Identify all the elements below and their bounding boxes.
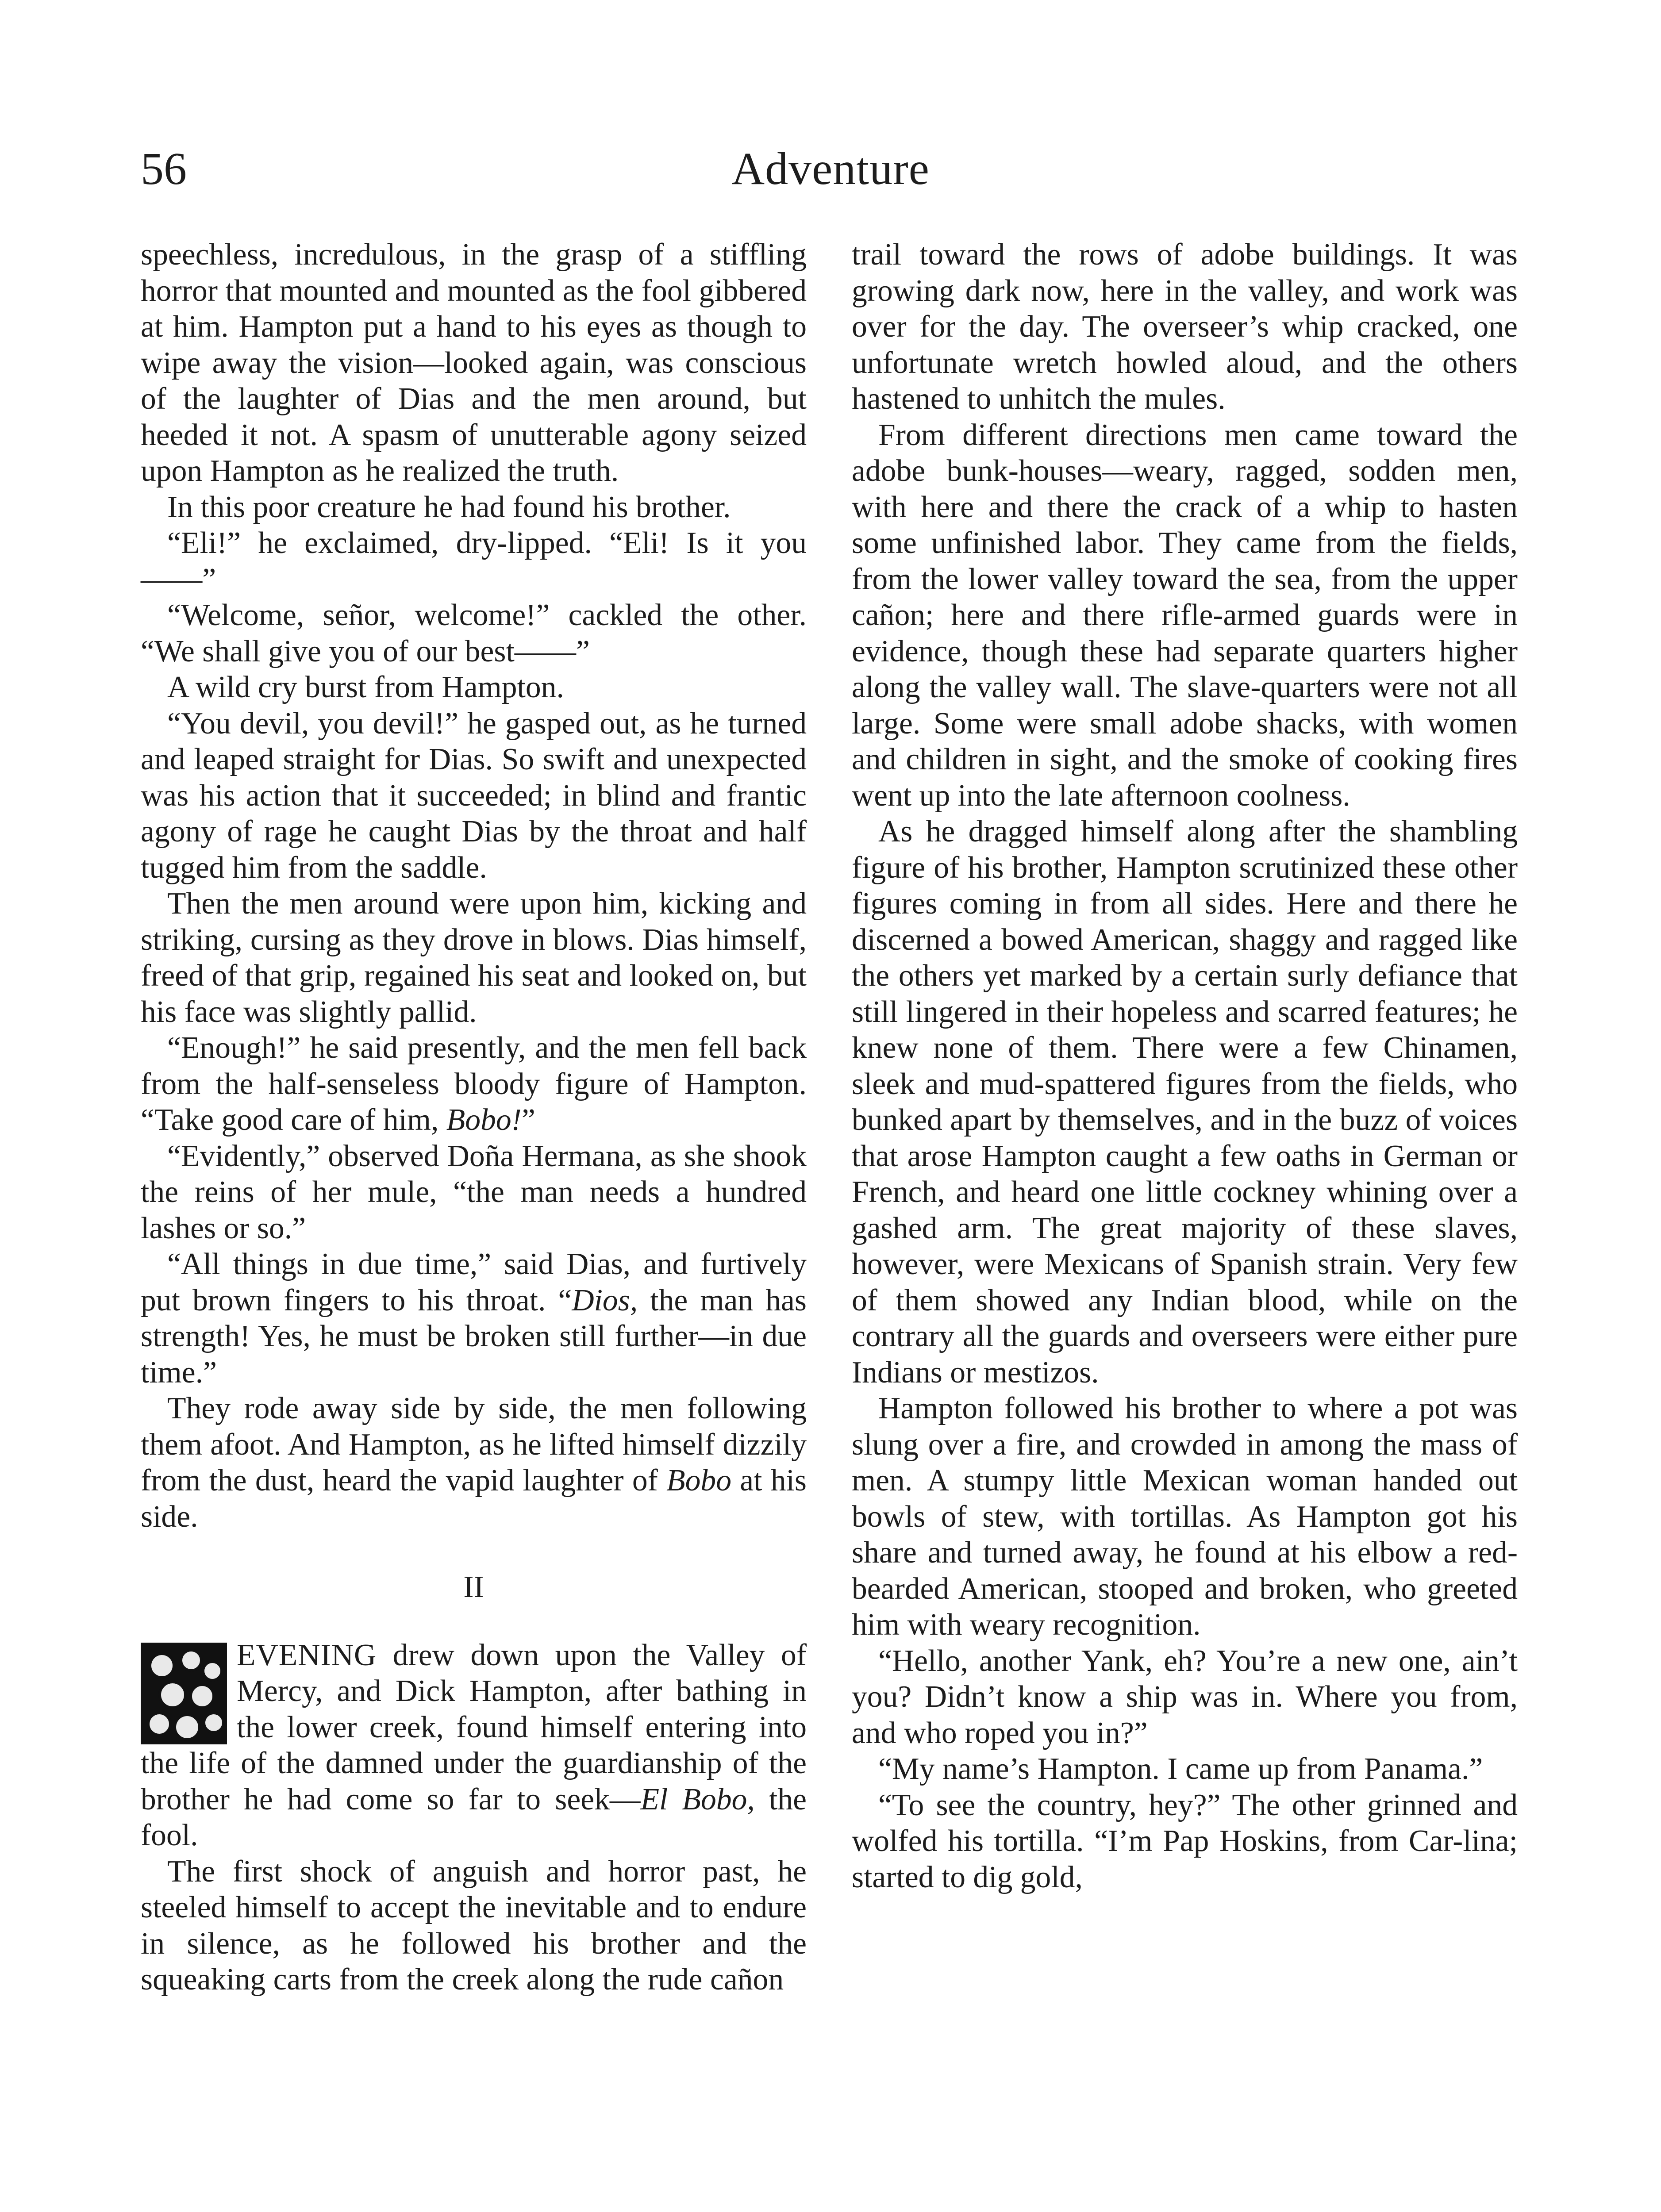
lead-in-word: EVENING [237,1638,377,1672]
paragraph [141,1246,807,1390]
paragraph: “Eli!” he exclaimed, dry-lipped. “Eli! Is it you——” [141,526,807,596]
text-run: “Enough!” he said presently, and the men fell back from the half-senseless bloody figure of Hampton. “Take good care of him, [141,1031,807,1137]
italic-run: Bobo! [446,1103,522,1137]
paragraph: “You devil, you devil!” he gasped out, as he turned and leaped straight for Dias. So swift and unexpected was his action that it succeeded; in blind and frantic agony of rage he caught Dias by the throat and half tugged him from the saddle. [141,706,807,885]
italic-run: Bobo [666,1463,731,1498]
text-run: They rode away side by side, the men following them afoot. And Hampton, as he lifted himself dizzily from the dust, heard the vapid laughter of [141,1391,807,1498]
paragraph: “Hello, another Yank, eh? You’re a new one, ain’t you? Didn’t know a ship was in. Where you from, and who roped you in?” [852,1644,1518,1750]
page-number: 56 [141,143,187,194]
text-run: the man has strength! Yes, he must be broken still further—in due time.” [141,1283,807,1390]
paragraph: Then the men around were upon him, kicking and striking, cursing as they drove in blows. Dias himself, freed of that grip, regained his seat and looked on, but his face was slightly pallid. [141,887,807,1029]
text-run: the fool. [141,1782,807,1852]
right-text-column [852,237,1518,1895]
paragraph: speechless, incredulous, in the grasp of a stiffling horror that mounted and mounted as the fool gibbered at him. Hampton put a hand to his eyes as though to wipe away the vision—looked again, was conscious of the laughter of Dias and the men around, but heeded it not. A spasm of unutterable agony seized upon Hampton as he realized the truth. [141,238,807,488]
paragraph: “To see the country, hey?” The other grinned and wolfed his tortilla. “I’m Pap Hoskins, from Car-lina; started to dig gold, [852,1788,1518,1894]
left-text-column [141,237,807,1998]
paragraph: From different directions men came toward the adobe bunk-houses—weary, ragged, sodden men, with here and there the crack of a whip to hasten some unfinished labor. They came from the fields, from the lower valley toward the sea, from the upper cañon; here and there rifle-armed guards were in evidence, though these had separate quarters higher along the valley wall. The slave-quarters were not all large. Some were small adobe shacks, with women and children in sight, and the smoke of cooking fires went up into the late afternoon coolness. [852,418,1518,813]
paragraph: As he dragged himself along after the shambling figure of his brother, Hampton scrutinized these other figures coming in from all sides. Here and there he discerned a bowed American, shaggy and ragged like the others yet marked by a certain surly defiance that still lingered in their hopeless and scarred features; he knew none of them. There were a few Chinamen, sleek and mud-spattered figures from the fields, who bunked apart by themselves, and in the buzz of voices that arose Hampton caught a few oaths in German or French, and heard one little cockney whining over a gashed arm. The great majority of these slaves, however, were Mexicans of Spanish strain. Very few of them showed any Indian blood, while on the contrary all the guards and overseers were either pure Indians or mestizos. [852,814,1518,1390]
paragraph: “Welcome, señor, welcome!” cackled the other. “We shall give you of our best——” [141,598,807,668]
section-number: II [463,1570,484,1604]
paragraph: Hampton followed his brother to where a pot was slung over a fire, and crowded in among the mass of men. A stumpy little Mexican woman handed out bowls of stew, with tortillas. As Hampton got his share and turned away, he found at his elbow a red-bearded American, stooped and broken, who greeted him with weary recognition. [852,1391,1518,1642]
paragraph-with-drop-cap [141,1637,807,1854]
paragraph: “My name’s Hampton. I came up from Panama.” [878,1752,1483,1786]
italic-run: El Bobo, [640,1782,755,1816]
paragraph [141,1390,807,1535]
italic-run: Dios, [572,1283,638,1317]
paragraph: A wild cry burst from Hampton. [167,670,564,704]
text-run: drew down upon the Valley of Mercy, and Dick Hampton, after bathing in the lower creek, found himself entering into the life of the damned under the guardianship of the brother he had come so far to seek— [141,1638,807,1816]
running-head-title: Adventure [731,143,930,194]
paragraph: In this poor creature he had found his brother. [167,490,731,524]
ornamental-drop-cap-icon [141,1643,227,1744]
text-run: at his side. [141,1463,807,1534]
text-run: ” [521,1103,535,1137]
paragraph [141,1030,807,1138]
paragraph: trail toward the rows of adobe buildings. It was growing dark now, here in the valley, and work was over for the day. The overseer’s whip cracked, one unfortunate wretch howled aloud, and the others hastened to unhitch the mules. [852,238,1518,416]
paragraph: The first shock of anguish and horror past, he steeled himself to accept the inevitable and to endure in silence, as he followed his brother and the squeaking carts from the creek along the rude cañon [141,1854,807,1997]
paragraph: “Evidently,” observed Doña Hermana, as she shook the reins of her mule, “the man needs a hundred lashes or so.” [141,1139,807,1245]
text-run: “All things in due time,” said Dias, and furtively put brown fingers to his throat. “ [141,1247,807,1317]
